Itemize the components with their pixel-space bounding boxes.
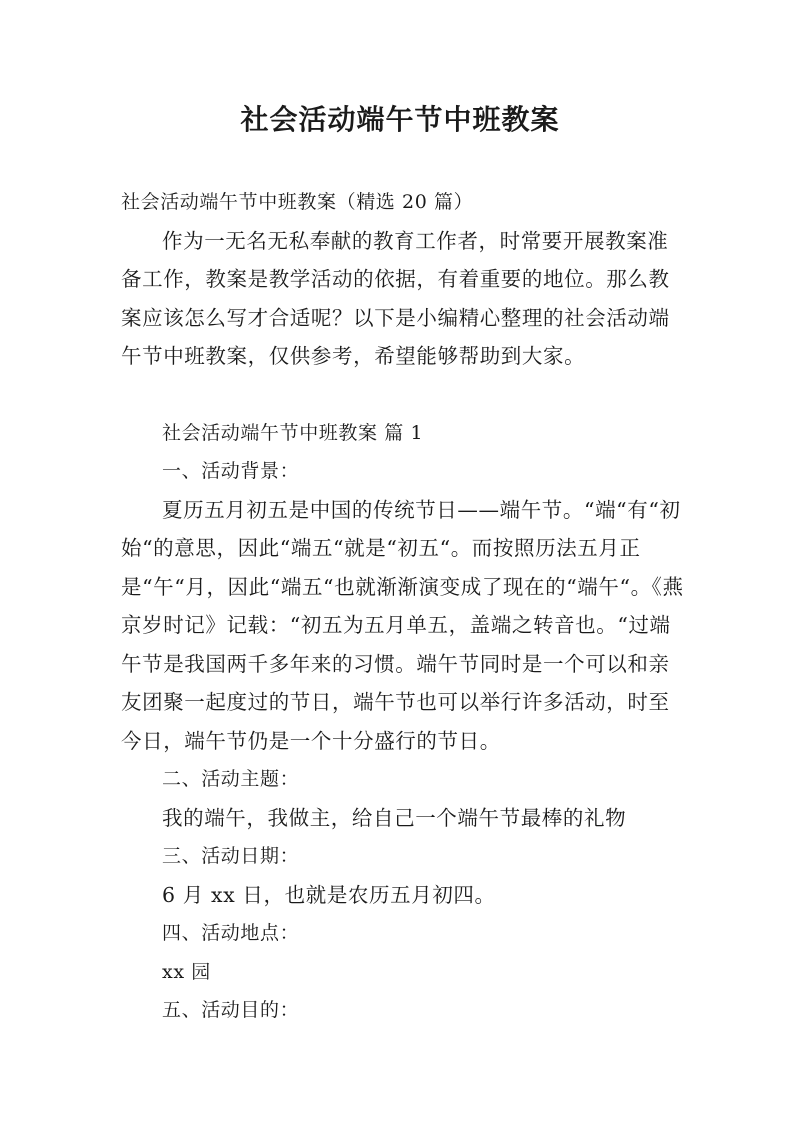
blank-line [121, 376, 687, 414]
document-subtitle: 社会活动端午节中班教案（精选 20 篇） [121, 191, 474, 213]
heading-theme: 二、活动主题： [162, 768, 300, 790]
document-title: 社会活动端午节中班教案 [240, 103, 560, 136]
paragraph-theme: 我的端午，我做主，给自己一个端午节最棒的礼物 [162, 805, 627, 830]
heading-date: 三、活动日期： [162, 845, 300, 867]
heading-background: 一、活动背景： [162, 460, 300, 482]
paragraph-background: 夏历五月初五是中国的传统节日——端午节。“端“有“初始“的意思，因此“端五“就是“初五“。而按照历法五月正是“午“月，因此“端五“也就渐渐演变成了现在的“端午“。《燕京岁时记》记载：“初五为五月单五，盖端之转音也。“过端午节是我国两千多年来的习惯。端午节同时是一个可以和亲友团聚一起度过的节日，端午节也可以举行许多活动，时至今日，端午节仍是一个十分盛行的节日。 [121, 497, 684, 753]
heading-purpose: 五、活动目的： [162, 999, 300, 1021]
section-title: 社会活动端午节中班教案 篇 1 [162, 421, 424, 444]
heading-location: 四、活动地点： [162, 922, 300, 944]
paragraph-date: 6 月 xx 日，也就是农历五月初四。 [162, 882, 496, 907]
document-body [121, 183, 687, 1030]
paragraph-location: xx 园 [162, 960, 211, 983]
intro-paragraph: 作为一无名无私奉献的教育工作者，时常要开展教案准备工作，教案是教学活动的依据，有着重要的地位。那么教案应该怎么写才合适呢？以下是小编精心整理的社会活动端午节中班教案，仅供参考，希望能够帮助到大家。 [121, 228, 670, 368]
